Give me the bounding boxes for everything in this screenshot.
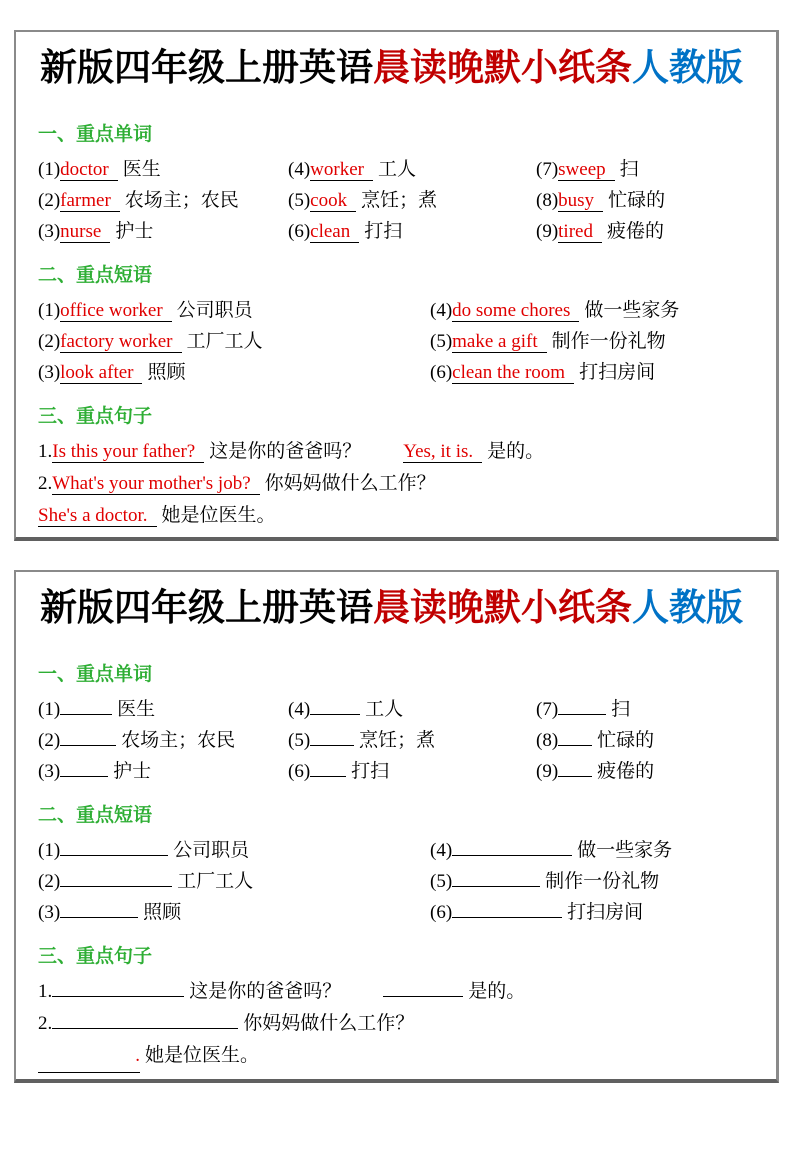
sentence-line [38,976,754,1008]
chinese-meaning: 烹饪；煮 [359,730,436,751]
chinese-meaning: 这是你的爸爸吗？ [189,981,342,1002]
phrase-item [38,897,430,928]
chinese-meaning: 你妈妈做什么工作？ [264,473,436,494]
chinese-meaning: 是的。 [468,981,526,1002]
item-number: 2. [38,473,53,494]
item-number: (3) [38,902,61,923]
chinese-meaning: 打扫房间 [567,902,644,923]
blank-line [52,979,184,997]
phrases-grid [38,835,754,928]
item-number: (4) [288,159,311,180]
phrase-item [430,357,754,388]
sentence-line [38,1040,754,1073]
item-number: (8) [536,730,559,751]
item-number: (3) [38,761,61,782]
blank-line [310,697,360,715]
chinese-meaning: 她是位医生。 [161,505,276,526]
item-number: (2) [38,871,61,892]
item-number: 1. [38,981,53,1002]
words-grid [38,694,754,787]
chinese-meaning: 工厂工人 [177,871,254,892]
chinese-meaning: 工厂工人 [186,331,263,352]
answer-phrase: clean the room [452,362,574,384]
chinese-meaning: 你妈妈做什么工作？ [243,1013,415,1034]
item-number: (1) [38,300,61,321]
word-item [536,185,754,216]
item-number: 1. [38,441,53,462]
phrase-item [430,326,754,357]
blank-line [310,728,354,746]
answer-word: sweep [558,159,614,181]
blank-line [383,979,463,997]
answer-word: worker [310,159,373,181]
blank-line [60,900,138,918]
worksheet-card-blanks [14,570,779,1083]
sentence-line [38,468,754,500]
chinese-meaning: 制作一份礼物 [551,331,666,352]
chinese-meaning: 是的。 [487,441,545,462]
item-number: (7) [536,699,559,720]
word-item [288,694,536,725]
phrases-grid [38,295,754,388]
chinese-meaning: 忙碌的 [608,190,666,211]
word-item [536,216,754,247]
word-item [38,694,288,725]
item-number: (4) [430,840,453,861]
word-item [38,725,288,756]
item-number: (8) [536,190,559,211]
word-item [288,725,536,756]
phrase-item [430,295,754,326]
item-number: (1) [38,840,61,861]
blank-line [558,697,606,715]
chinese-meaning: 工人 [377,159,416,180]
item-number: (6) [288,221,311,242]
blank-line [558,728,592,746]
chinese-meaning: 烹饪；煮 [361,190,438,211]
blank-line [558,759,592,777]
blank-line [452,838,572,856]
section-heading-words: 一、重点单词 [38,124,153,145]
blank-line [60,728,116,746]
word-item [288,154,536,185]
item-number: (5) [430,331,453,352]
answer-word: doctor [60,159,118,181]
item-number: (6) [430,902,453,923]
chinese-meaning: 制作一份礼物 [545,871,660,892]
chinese-meaning: 护士 [115,221,154,242]
phrase-item [38,866,430,897]
blank-line [452,900,562,918]
blank-line [60,838,168,856]
chinese-meaning: 医生 [117,699,156,720]
sentences-block [38,976,754,1073]
item-number: (5) [288,730,311,751]
blank-line [52,1011,238,1029]
item-number: (4) [430,300,453,321]
answer-phrase: look after [60,362,142,384]
chinese-meaning: 她是位医生。 [145,1045,260,1066]
blank-line: . [38,1040,140,1073]
section-heading-phrases: 二、重点短语 [38,805,153,826]
blank-line [60,697,112,715]
answer-phrase: factory worker [60,331,181,353]
phrase-item [430,866,754,897]
answer-phrase: do some chores [452,300,579,322]
phrase-item [430,835,754,866]
chinese-meaning: 护士 [113,761,152,782]
section-heading-sentences: 三、重点句子 [38,406,153,427]
chinese-meaning: 公司职员 [176,300,253,321]
phrase-item [38,326,430,357]
answer-sentence: Yes, it is. [403,441,482,463]
chinese-meaning: 工人 [365,699,404,720]
answer-sentence: Is this your father? [52,441,204,463]
chinese-meaning: 打扫房间 [579,362,656,383]
word-item [536,725,754,756]
chinese-meaning: 这是你的爸爸吗？ [209,441,362,462]
worksheet-card-answers [14,30,779,541]
answer-word: farmer [60,190,120,212]
word-item [38,154,288,185]
chinese-meaning: 扫 [611,699,631,720]
phrase-item [38,357,430,388]
item-number: (3) [38,221,61,242]
phrase-item [38,295,430,326]
section-heading-sentences: 三、重点句子 [38,946,153,967]
word-item [288,756,536,787]
item-number: (2) [38,730,61,751]
word-item [288,185,536,216]
item-number: (2) [38,190,61,211]
word-item [288,216,536,247]
blank-line [452,869,540,887]
chinese-meaning: 农场主；农民 [121,730,236,751]
item-number: (9) [536,221,559,242]
answer-sentence: She's a doctor. [38,505,157,527]
blank-line [310,759,346,777]
sentence-line [38,1008,754,1040]
item-number: (6) [430,362,453,383]
word-item [38,216,288,247]
chinese-meaning: 疲倦的 [606,221,664,242]
item-number: (5) [430,871,453,892]
title-part-blue: 人教版 [632,47,743,88]
answer-word: clean [310,221,359,243]
item-number: (2) [38,331,61,352]
chinese-meaning: 打扫 [364,221,403,242]
item-number: (6) [288,761,311,782]
title-part-blue: 人教版 [632,587,743,628]
sentence-line [38,500,754,532]
chinese-meaning: 扫 [619,159,639,180]
item-number: (9) [536,761,559,782]
answer-word: tired [558,221,602,243]
section-heading-words: 一、重点单词 [38,664,153,685]
section-heading-phrases: 二、重点短语 [38,265,153,286]
word-item [536,756,754,787]
item-number: (3) [38,362,61,383]
word-item [536,694,754,725]
item-number: (5) [288,190,311,211]
chinese-meaning: 农场主；农民 [124,190,239,211]
answer-word: nurse [60,221,110,243]
title-part-red: 晨读晚默小纸条 [373,47,632,88]
word-item [38,756,288,787]
chinese-meaning: 忙碌的 [597,730,655,751]
chinese-meaning: 照顾 [147,362,186,383]
item-number: 2. [38,1013,53,1034]
phrase-item [38,835,430,866]
word-item [536,154,754,185]
chinese-meaning: 医生 [122,159,161,180]
chinese-meaning: 公司职员 [173,840,250,861]
chinese-meaning: 照顾 [143,902,182,923]
sentences-block [38,436,754,532]
item-number: (1) [38,699,61,720]
chinese-meaning: 做一些家务 [577,840,673,861]
item-number: (4) [288,699,311,720]
chinese-meaning: 疲倦的 [597,761,655,782]
words-grid [38,154,754,247]
blank-line [60,759,108,777]
word-item [38,185,288,216]
blank-line [60,869,172,887]
answer-word: cook [310,190,356,212]
answer-sentence: What's your mother's job? [52,473,259,495]
answer-phrase: make a gift [452,331,546,353]
title-part-black: 新版四年级上册英语 [40,47,373,88]
phrase-item [430,897,754,928]
item-number: (1) [38,159,61,180]
answer-word: busy [558,190,603,212]
title-part-red: 晨读晚默小纸条 [373,587,632,628]
answer-phrase: office worker [60,300,172,322]
title-part-black: 新版四年级上册英语 [40,587,373,628]
chinese-meaning: 打扫 [351,761,390,782]
sentence-line [38,436,754,468]
chinese-meaning: 做一些家务 [584,300,680,321]
page-title [40,44,754,92]
page-title [40,584,754,632]
item-number: (7) [536,159,559,180]
